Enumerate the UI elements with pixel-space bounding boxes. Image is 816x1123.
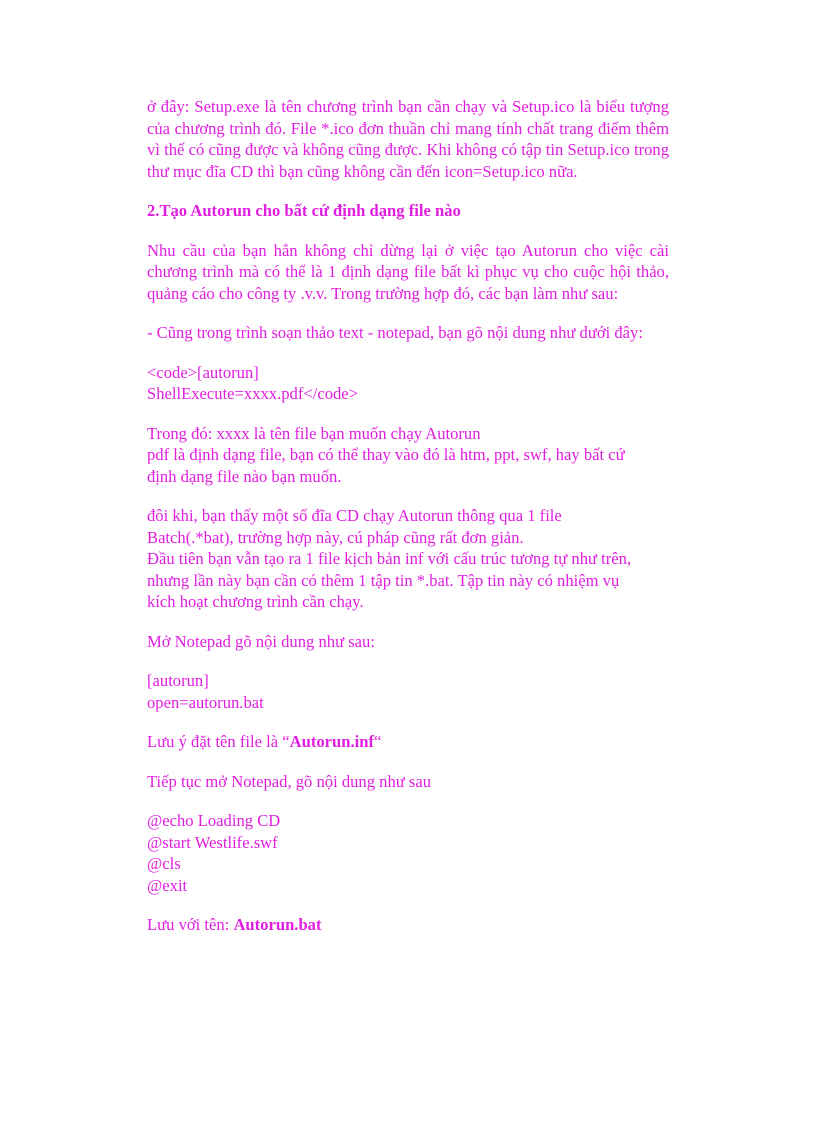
text-line: đôi khi, bạn thấy một số đĩa CD chạy Autorun thông qua 1 file [147, 506, 562, 525]
text-line: nhưng lần này bạn cần có thêm 1 tập tin *.bat. Tập tin này có nhiệm vụ [147, 570, 620, 590]
continue-notepad-line: Tiếp tục mở Notepad, gõ nội dung như sau [147, 771, 432, 791]
code-line: <code>[autorun] [147, 362, 259, 382]
intro-paragraph: ở đây: Setup.exe là tên chương trình bạn cần chạy và Setup.ico là biểu tượng của chương trình đó. File *.ico đơn thuần chỉ mang tính chất trang điểm thêm vì thế có cũng được và không cũng được. Khi không có tập tin Setup.ico trong thư mục đĩa CD thì bạn cũng không cần đến icon=Setup.ico nữa. [147, 97, 669, 181]
code-line: @exit [147, 875, 188, 895]
text-line: kích hoạt chương trình cần chạy. [147, 592, 364, 611]
text-line: Batch(.*bat), trường hợp này, cú pháp cũng rất đơn giản. [147, 527, 524, 547]
batch-block [147, 505, 669, 613]
text-line: Trong đó: xxxx là tên file bạn muốn chạy Autorun [147, 423, 481, 443]
code-line: [autorun] [147, 671, 209, 690]
code-line: ShellExecute=xxxx.pdf</code> [147, 384, 359, 403]
text-line: Đầu tiên bạn vẫn tạo ra 1 file kịch bản inf với cấu trúc tương tự như trên, [147, 549, 632, 568]
notepad-paragraph: - Cũng trong trình soạn thảo text - notepad, bạn gõ nội dung như dưới đây: [147, 323, 643, 342]
code-line: open=autorun.bat [147, 692, 264, 712]
save-bat-line [147, 914, 669, 936]
text-line: định dạng file nào bạn muốn. [147, 466, 342, 486]
save-bat-prefix: Lưu với tên: [147, 915, 234, 934]
needs-paragraph: Nhu cầu của bạn hẳn không chỉ dừng lại ở việc tạo Autorun cho việc cài chương trình mà có thể là 1 định dạng file bất kì phục vụ cho cuộc hội thảo, quảng cáo cho công ty .v.v. Trong trường hợp đó, các bạn làm như sau: [147, 240, 669, 303]
code-line: @start Westlife.swf [147, 832, 278, 852]
code-block [147, 362, 669, 405]
open-notepad-line: Mở Notepad gõ nội dung như sau: [147, 631, 375, 651]
document-page [147, 96, 669, 954]
where-block [147, 423, 669, 488]
section-heading: 2.Tạo Autorun cho bất cứ định dạng file nào [147, 201, 461, 220]
code-line: @cls [147, 854, 181, 873]
save-inf-filename: Autorun.inf [289, 732, 374, 751]
save-bat-filename: Autorun.bat [233, 915, 322, 934]
save-inf-prefix: Lưu ý đặt tên file là “ [147, 732, 290, 751]
bat-code-block [147, 810, 669, 896]
inf-code-block [147, 670, 669, 713]
save-inf-suffix: “ [374, 732, 382, 751]
text-line: pdf là định dạng file, bạn có thể thay vào đó là htm, ppt, swf, hay bất cứ [147, 445, 625, 464]
code-line: @echo Loading CD [147, 811, 281, 830]
save-inf-line [147, 731, 669, 753]
